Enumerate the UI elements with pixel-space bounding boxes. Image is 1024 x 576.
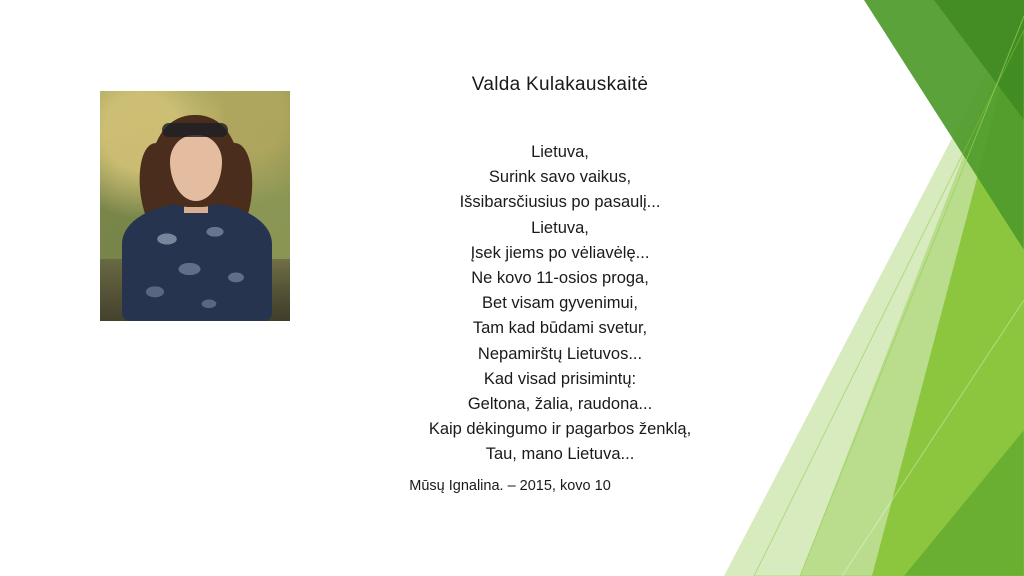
sunglasses-icon <box>162 123 228 137</box>
poem-line: Bet visam gyvenimui, <box>482 294 638 313</box>
author-title: Valda Kulakauskaitė <box>471 74 649 95</box>
poem-line: Įsek jiems po vėliavėlę... <box>470 243 650 262</box>
portrait-photo <box>100 91 290 321</box>
source-citation: Mūsų Ignalina. – 2015, kovo 10 <box>409 478 611 494</box>
poem-line: Tam kad būdami svetur, <box>472 319 648 338</box>
poem-line: Kad visad prisimintų: <box>483 369 637 388</box>
poem-line: Lietuva, <box>531 218 589 237</box>
poem-line: Geltona, žalia, raudona... <box>467 395 653 414</box>
poem-line: Surink savo vaikus, <box>488 168 632 187</box>
poem-body <box>300 140 820 468</box>
poem-line: Ne kovo 11-osios proga, <box>471 269 649 288</box>
poem-line: Lietuva, <box>531 143 589 161</box>
photo-blouse-pattern <box>122 203 272 321</box>
poem-line: Kaip dėkingumo ir pagarbos ženklą, <box>428 420 692 439</box>
poem-line: Išsibarsčiusius po pasaulį... <box>459 193 661 212</box>
poem-line: Nepamirštų Lietuvos... <box>477 344 643 363</box>
poem-line: Tau, mano Lietuva... <box>485 445 635 464</box>
